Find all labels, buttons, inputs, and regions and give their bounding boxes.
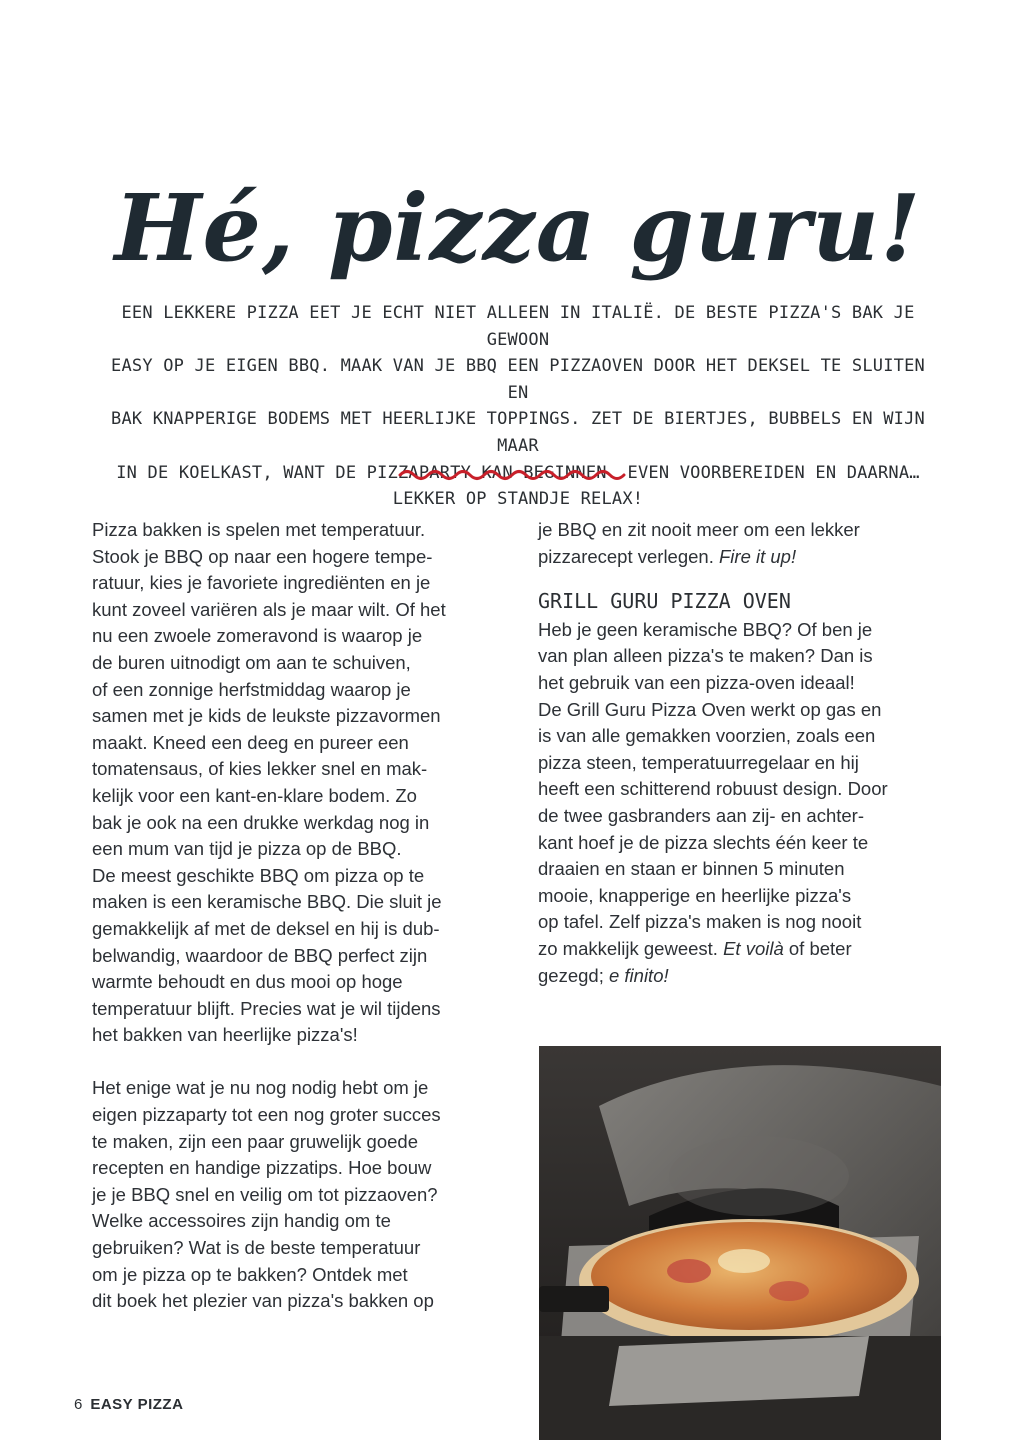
text-line: temperatuur blijft. Precies wat je wil tijdens [92, 997, 441, 1019]
text-line: Welke accessoires zijn handig om te [92, 1210, 391, 1232]
text-line: is van alle gemakken voorzien, zoals een [538, 725, 876, 747]
text-fragment: zo makkelijk geweest. [538, 937, 724, 959]
right-column [538, 517, 958, 989]
text-line: samen met je kids de leukste pizzavormen [92, 705, 441, 727]
text-line: gebruiken? Wat is de beste temperatuur [92, 1237, 421, 1259]
text-line: recepten en handige pizzatips. Hoe bouw [92, 1157, 432, 1179]
intro-line: IN DE KOELKAST, WANT DE PIZZAPARTY KAN BEGINNEN. EVEN VOORBEREIDEN EN DAARNA… [116, 462, 920, 483]
text-line: maken is een keramische BBQ. Die sluit je [92, 891, 442, 913]
text-line: kunt zoveel variëren als je maar wilt. Of het [92, 598, 446, 620]
text-line: Heb je geen keramische BBQ? Of ben je [538, 618, 873, 640]
intro-line: LEKKER OP STANDJE RELAX! [392, 489, 644, 510]
text-line: een mum van tijd je pizza op de BBQ. [92, 838, 402, 860]
text-line [538, 544, 958, 571]
text-line: heeft een schitterend robuust design. Door [538, 778, 888, 800]
pizza-oven-photo [539, 1046, 941, 1440]
italic-fragment: Fire it up! [719, 545, 797, 567]
text-line: op tafel. Zelf pizza's maken is nog nooit [538, 911, 862, 933]
italic-fragment: Et voilà [723, 937, 784, 959]
intro-line: EASY OP JE EIGEN BBQ. MAAK VAN JE BBQ EEN PIZZAOVEN DOOR HET DEKSEL TE SLUITEN EN [111, 356, 925, 403]
page-title: Hé, pizza guru! [114, 174, 922, 282]
paragraph [92, 1075, 512, 1314]
text-line: draaien en staan er binnen 5 minuten [538, 858, 845, 880]
left-column [92, 517, 512, 1315]
text-line [538, 936, 958, 963]
text-line [538, 963, 958, 990]
page-footer [74, 1396, 183, 1413]
paragraph [92, 517, 512, 1049]
text-line: je BBQ en zit nooit meer om een lekker [538, 519, 860, 540]
text-line: De meest geschikte BBQ om pizza op te [92, 864, 425, 886]
text-fragment: pizzarecept verlegen. [538, 545, 719, 567]
text-line: je je BBQ snel en veilig om tot pizzaoven? [92, 1183, 438, 1205]
text-line: Pizza bakken is spelen met temperatuur. [92, 519, 426, 540]
intro-line: BAK KNAPPERIGE BODEMS MET HEERLIJKE TOPPINGS. ZET DE BIERTJES, BUBBELS EN WIJN MAAR [111, 409, 925, 456]
text-line: de buren uitnodigt om aan te schuiven, [92, 651, 411, 673]
text-line: belwandig, waardoor de BBQ perfect zijn [92, 944, 428, 966]
text-line: te maken, zijn een paar gruwelijk goede [92, 1130, 418, 1152]
text-line: de twee gasbranders aan zij- en achter- [538, 804, 864, 826]
text-line: om je pizza op te bakken? Ontdek met [92, 1263, 408, 1285]
text-line: ratuur, kies je favoriete ingrediënten en je [92, 572, 431, 594]
text-line: mooie, knapperige en heerlijke pizza's [538, 884, 852, 906]
text-line: maakt. Kneed een deeg en pureer een [92, 731, 409, 753]
text-line: Stook je BBQ op naar een hogere tempe- [92, 545, 433, 567]
text-line: het bakken van heerlijke pizza's! [92, 1024, 358, 1046]
text-line: kelijk voor een kant-en-klare bodem. Zo [92, 784, 417, 806]
text-line: of een zonnige herfstmiddag waarop je [92, 678, 411, 700]
text-fragment: gezegd; [538, 964, 609, 986]
paragraph [538, 617, 958, 936]
text-line: Het enige wat je nu nog nodig hebt om je [92, 1077, 429, 1099]
italic-fragment: e finito! [608, 964, 669, 986]
text-line: het gebruik van een pizza-oven ideaal! [538, 671, 855, 693]
text-line: warmte behoudt en dus mooi op hoge [92, 971, 403, 993]
section-heading: GRILL GURU PIZZA OVEN [538, 589, 791, 614]
text-fragment: of beter [783, 937, 852, 959]
book-title: EASY PIZZA [90, 1396, 184, 1413]
text-line: gemakkelijk af met de deksel en hij is dub- [92, 917, 440, 939]
text-line: tomatensaus, of kies lekker snel en mak- [92, 758, 428, 780]
intro-line: EEN LEKKERE PIZZA EET JE ECHT NIET ALLEEN IN ITALIË. DE BESTE PIZZA'S BAK JE GEWOON [121, 303, 915, 350]
text-line: dit boek het plezier van pizza's bakken op [92, 1290, 434, 1312]
text-line: van plan alleen pizza's te maken? Dan is [538, 645, 873, 667]
text-line: De Grill Guru Pizza Oven werkt op gas en [538, 698, 882, 720]
text-line: kant hoef je de pizza slechts één keer te [538, 831, 869, 853]
wave-divider [398, 466, 628, 484]
text-line: pizza steen, temperatuurregelaar en hij [538, 751, 859, 773]
page-number: 6 [74, 1396, 83, 1413]
text-line: eigen pizzaparty tot een nog groter succes [92, 1104, 441, 1126]
text-line: bak je ook na een drukke werkdag nog in [92, 811, 430, 833]
text-line: nu een zwoele zomeravond is waarop je [92, 625, 423, 647]
